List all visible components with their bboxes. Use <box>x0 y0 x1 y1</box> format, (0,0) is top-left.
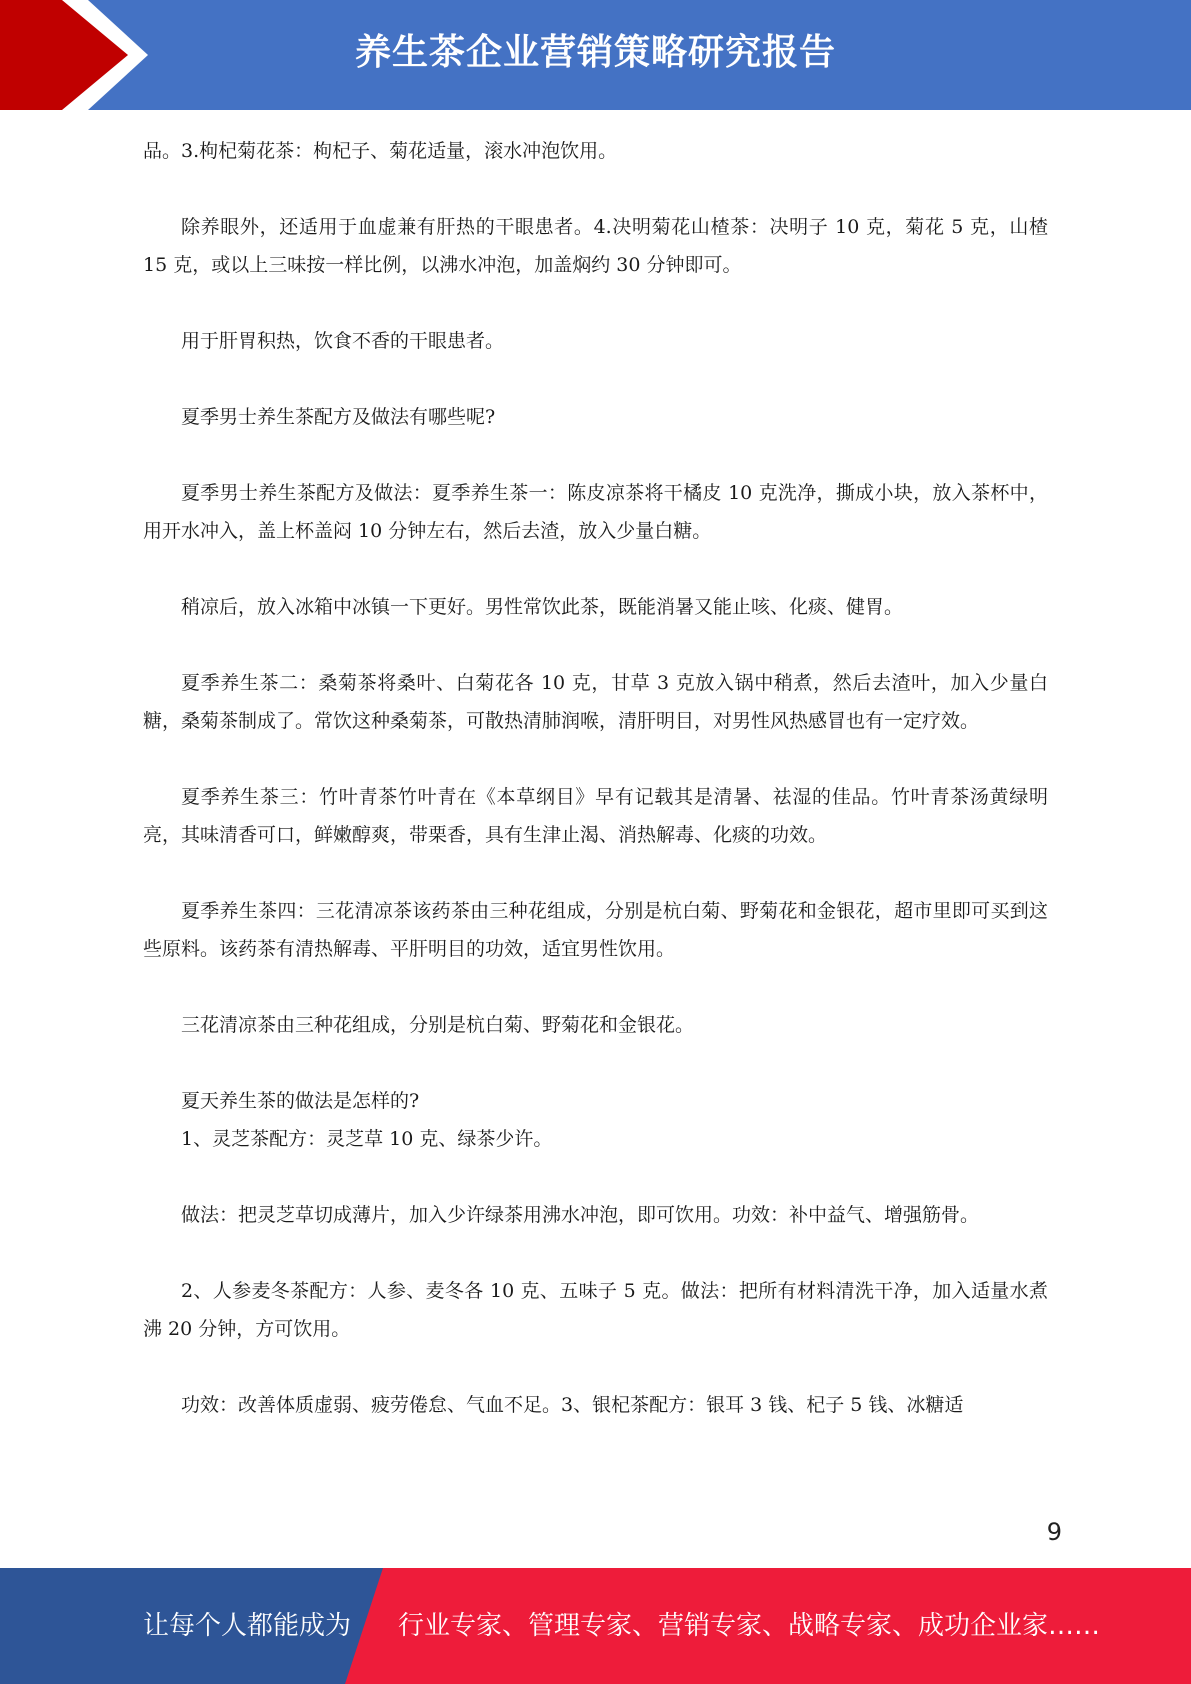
paragraph: 三花清凉茶由三种花组成，分别是杭白菊、野菊花和金银花。 <box>181 1014 695 1036</box>
page-number: 9 <box>1046 1518 1062 1546</box>
paragraph: 1、灵芝茶配方：灵芝草 10 克、绿茶少许。 <box>181 1128 553 1150</box>
paragraph: 2、人参麦冬茶配方：人参、麦冬各 10 克、五味子 5 克。做法：把所有材料清洗干净，加入适量水煮沸 20 分钟，方可饮用。 <box>143 1280 1048 1340</box>
paragraph: 稍凉后，放入冰箱中冰镇一下更好。男性常饮此茶，既能消暑又能止咳、化痰、健胃。 <box>181 596 904 618</box>
paragraph: 夏季男士养生茶配方及做法：夏季养生茶一：陈皮凉茶将干橘皮 10 克洗净，撕成小块，放入茶杯中，用开水冲入，盖上杯盖闷 10 分钟左右，然后去渣，放入少量白糖。 <box>143 482 1048 542</box>
page-footer <box>0 1568 1191 1684</box>
paragraph: 做法：把灵芝草切成薄片，加入少许绿茶用沸水冲泡，即可饮用。功效：补中益气、增强筋骨。 <box>181 1204 980 1226</box>
paragraph: 用于肝胃积热，饮食不香的干眼患者。 <box>181 330 505 352</box>
paragraph: 夏季养生茶四：三花清凉茶该药茶由三种花组成，分别是杭白菊、野菊花和金银花，超市里即可买到这些原料。该药茶有清热解毒、平肝明目的功效，适宜男性饮用。 <box>143 900 1048 960</box>
report-title: 养生茶企业营销策略研究报告 <box>354 32 836 73</box>
paragraph: 品。3.枸杞菊花茶：枸杞子、菊花适量，滚水冲泡饮用。 <box>143 140 618 162</box>
page-header <box>0 0 1191 110</box>
paragraph: 除养眼外，还适用于血虚兼有肝热的干眼患者。4.决明菊花山楂茶：决明子 10 克，菊花 5 克，山楂 15 克，或以上三味按一样比例，以沸水冲泡，加盖焖约 30 分钟即可。 <box>143 216 1048 276</box>
paragraph: 夏季养生茶二：桑菊茶将桑叶、白菊花各 10 克，甘草 3 克放入锅中稍煮，然后去渣叶，加入少量白糖，桑菊茶制成了。常饮这种桑菊茶，可散热清肺润喉，清肝明目，对男性风热感冒也有一定疗效。 <box>143 672 1048 732</box>
body-text <box>143 132 1048 1424</box>
paragraph: 夏天养生茶的做法是怎样的? <box>181 1090 420 1112</box>
header-red-arrow-decoration <box>0 0 150 110</box>
paragraph: 夏季养生茶三：竹叶青茶竹叶青在《本草纲目》早有记载其是清暑、祛湿的佳品。竹叶青茶汤黄绿明亮，其味清香可口，鲜嫩醇爽，带栗香，具有生津止渴、消热解毒、化痰的功效。 <box>143 786 1048 846</box>
paragraph: 夏季男士养生茶配方及做法有哪些呢? <box>181 406 496 428</box>
footer-slogan-right: 行业专家、管理专家、营销专家、战略专家、成功企业家…… <box>398 1611 1101 1641</box>
footer-slogan-left: 让每个人都能成为 <box>143 1611 352 1641</box>
paragraph: 功效：改善体质虚弱、疲劳倦怠、气血不足。3、银杞茶配方：银耳 3 钱、杞子 5 钱、冰糖适 <box>181 1394 964 1416</box>
